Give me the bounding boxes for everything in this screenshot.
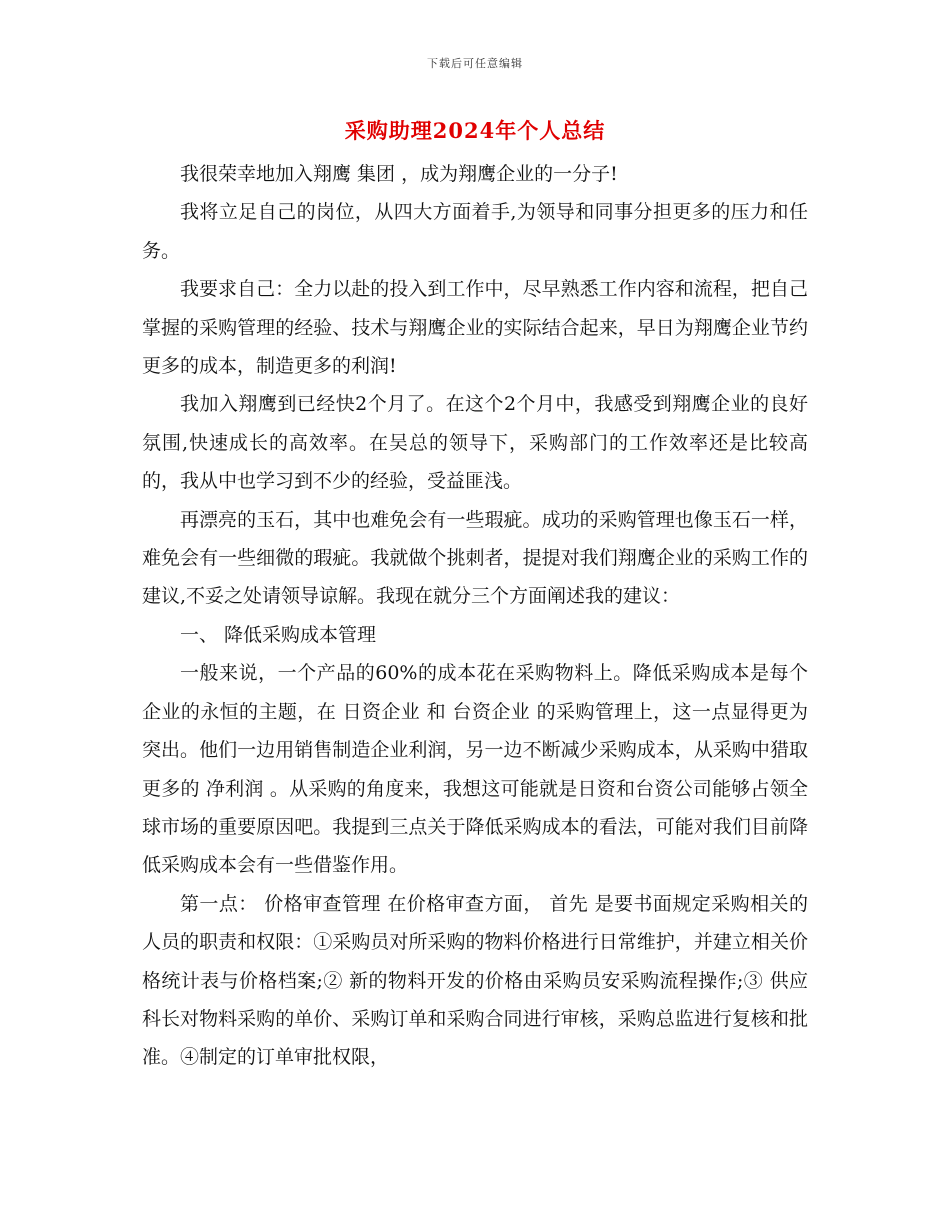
paragraph: 再漂亮的玉石，其中也难免会有一些瑕疵。成功的采购管理也像玉石一样，难免会有一些细微的瑕疵。我就做个挑刺者，提提对我们翔鹰企业的采购工作的建议,不妥之处请领导谅解。我现在就分三个方面阐述我的建议：	[142, 508, 808, 608]
header-note: 下载后可任意编辑	[427, 57, 523, 70]
paragraph: 第一点： 价格审查管理 在价格审查方面， 首先 是要书面规定采购相关的人员的职责和权限：①采购员对所采购的物料价格进行日常维护，并建立相关价格统计表与价格档案;② 新的物料开发的价格由采购员安采购流程操作;③ 供应科长对物料采购的单价、采购订单和采购合同进行审核，采购总监进行复核和批准。④制定的订单审批权限，	[142, 892, 808, 1069]
paragraph: 我将立足自己的岗位，从四大方面着手,为领导和同事分担更多的压力和任务。	[142, 201, 808, 262]
paragraph: 我加入翔鹰到已经快2个月了。在这个2个月中，我感受到翔鹰企业的良好氛围,快速成长的高效率。在吴总的领导下，采购部门的工作效率还是比较高的，我从中也学习到不少的经验，受益匪浅。	[142, 393, 808, 493]
document-title: 采购助理2024年个人总结	[344, 118, 606, 143]
paragraph: 一般来说，一个产品的60%的成本花在采购物料上。降低采购成本是每个企业的永恒的主题，在 日资企业 和 台资企业 的采购管理上，这一点显得更为突出。他们一边用销售制造企业利润，另一边不断减少采购成本，从采购中猎取更多的 净利润 。从采购的角度来，我想这可能就是日资和台资公司能够占领全球市场的重要原因吧。我提到三点关于降低采购成本的看法，可能对我们目前降低采购成本会有一些借鉴作用。	[142, 662, 808, 877]
document-body	[142, 155, 808, 1077]
paragraph: 我很荣幸地加入翔鹰 集团 ，成为翔鹰企业的一分子!	[180, 163, 618, 185]
section-heading: 一、 降低采购成本管理	[180, 623, 377, 646]
paragraph: 我要求自己：全力以赴的投入到工作中，尽早熟悉工作内容和流程，把自己掌握的采购管理的经验、技术与翔鹰企业的实际结合起来，早日为翔鹰企业节约更多的成本，制造更多的利润!	[142, 278, 808, 378]
